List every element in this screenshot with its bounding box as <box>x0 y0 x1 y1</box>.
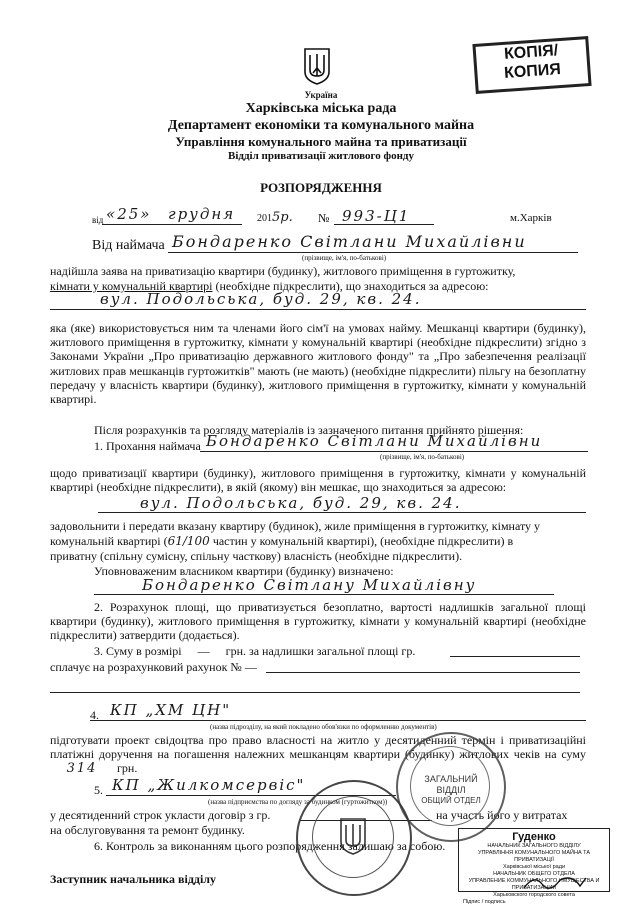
item2-paragraph: 2. Розрахунок площі, що приватизується безоплатно, вартості надлишків загальної площі квартири (будинку), житлового приміщення в гуртожитку, кімнати у комунальній квартирі (необхідне підкреслити) затвердити (додається). <box>50 600 586 643</box>
p1-line2: кімнати у комунальній квартирі (необхідне підкреслити), що знаходиться за адресою: <box>50 279 489 293</box>
copy-stamp-line1: КОПІЯ/ <box>503 42 559 63</box>
owner-label: Уповноваженим власником квартири (будинку) визначено: <box>94 564 394 578</box>
tenant-name: Бондаренко Світлани Михайлівни <box>172 232 527 251</box>
round-seal-center1: ЗАГАЛЬНИЙ <box>424 774 478 784</box>
item5-line2: на обслуговування та ремонт будинку. <box>50 823 245 837</box>
item6: 6. Контроль за виконанням цього розпорядження залишаю за собою. <box>94 839 446 853</box>
city-label: м.Харків <box>510 212 552 224</box>
item5-line1b: на участь його у витратах <box>436 808 568 822</box>
item4-number: 4. <box>90 708 99 722</box>
emblem-seal <box>296 780 412 896</box>
signature-title: Заступник начальника відділу <box>50 872 217 886</box>
signer-name: Гуденко <box>512 831 556 843</box>
item1-name: Бондаренко Світлани Михайлівни <box>206 432 543 450</box>
item1-p2-line1: задовольнити і передати вказану квартиру (будинок), жиле приміщення в гуртожитку, кімнату у <box>50 519 541 533</box>
handwritten-signature <box>520 870 590 894</box>
date-month: грудня <box>168 205 236 223</box>
item5-organization: КП „Жилкомсервіс" <box>112 776 306 794</box>
stamp-line6: Харьковского городского совета <box>493 892 575 898</box>
paragraph-2: яка (яке) використовується ним та членами його сім'ї на умовах найму. Мешканці квартири (будинку), житлового приміщення в гуртожитку, кімнати у комунальній квартирі (необхідне підкреслити) згідно з Законами України „Про приватизацію державного житлового фонду" та „Про забезпечення реалізації житлових прав мешканців гуртожитків" мають (не мають) (необхідне підкреслити) пільгу на безоплатну передачу у власність квартири (будинку), житлового приміщення в гуртожитку, кімнати у комунальній квартирі. <box>50 321 586 407</box>
item5-number: 5. <box>94 783 103 797</box>
header-directorate: Управління комунального майна та приватизації <box>175 134 467 149</box>
item1-p2-line3: приватну (спільну сумісну, спільну часткову) власність (необхідне підкреслити). <box>50 549 463 563</box>
item4-paragraph: підготувати проект свідоцтва про право власності на житло у десятиденний термін і приватизаційні платіжні доручення на погашення належних мешканцям квартири (будинку) житлових чеків на суму 314 грн. <box>50 733 586 777</box>
paragraph-3: Після розрахунків та розгляду матеріалів із зазначеного питання прийнято рішення: <box>94 423 524 437</box>
item3-line2: сплачує на розрахунковий рахунок № — <box>50 660 257 674</box>
stamp-line3: Харківської міської ради <box>502 864 566 870</box>
owner-name: Бондаренко Світлану Михайлівну <box>142 576 477 594</box>
copy-stamp-line2: КОПИЯ <box>503 61 562 82</box>
item4-organization: КП „ХМ ЦН" <box>110 701 232 719</box>
round-seal-center3: ОБЩИЙ ОТДЕЛ <box>421 796 481 805</box>
document-title: РОЗПОРЯДЖЕННЯ <box>260 180 382 195</box>
tenant-label: Від наймача <box>92 238 165 253</box>
item3-line1: 3. Суму в розмірі — грн. за надлишки загальної площі гр. <box>94 644 416 658</box>
stamp-line2: УПРАВЛІННЯ КОМУНАЛЬНОГО МАЙНА ТА ПРИВАТИЗАЦІЇ <box>477 850 591 863</box>
item5-line1: у десятиденний строк укласти договір з гр. <box>50 808 271 822</box>
round-seal-center2: ВІДДІЛ <box>436 785 466 795</box>
item5-hint: (назва підприємства по догляду за будинком (гуртожитком)) <box>208 798 388 806</box>
date-year: 2015р. <box>257 210 293 225</box>
copy-stamp <box>472 36 591 94</box>
address-2: вул. Подольська, буд. 29, кв. 24. <box>140 494 462 512</box>
header-council: Харківська міська рада <box>245 101 397 116</box>
p1-line1: надійшла заява на приватизацію квартири (будинку), житлового приміщення в гуртожитку, <box>50 264 516 278</box>
header-division: Відділ приватизації житлового фонду <box>227 150 414 162</box>
address: вул. Подольська, буд. 29, кв. 24. <box>100 290 422 308</box>
item1-hint: (прізвище, ім'я, по-батькові) <box>380 453 465 461</box>
header-country: Україна <box>304 90 338 100</box>
number-label: № <box>318 211 330 225</box>
trident-emblem-icon <box>302 46 332 86</box>
item1-p2-line2: комунальній квартирі (61/100 частин у комунальній квартирі), (необхідне підкреслити) в <box>50 534 514 548</box>
round-seal <box>396 732 506 842</box>
item1-paragraph: щодо приватизації квартири (будинку), житлового приміщення в гуртожитку, кімнати у комунальній квартирі (необхідне підкреслити), в якій (якому) він мешкає, що знаходиться за адресою: <box>50 466 586 495</box>
document-number: 993-Ц1 <box>342 207 411 225</box>
date-day: «25» <box>106 205 152 223</box>
header-department: Департамент економіки та комунального майна <box>167 118 475 133</box>
stamp-line1: НАЧАЛЬНИК ЗАГАЛЬНОГО ВІДДІЛУ <box>487 843 581 849</box>
date-from-label: від <box>92 215 104 225</box>
item4-hint: (назва підрозділу, на який покладено обов'язки по оформленню документів) <box>210 723 437 731</box>
seal-trident-icon <box>338 816 368 856</box>
stamp-line4: НАЧАЛЬНИК ОБЩЕГО ОТДЕЛА <box>493 871 575 877</box>
stamp-line7: Підпис / подпись <box>463 899 506 905</box>
tenant-hint: (прізвище, ім'я, по-батькові) <box>302 254 387 262</box>
stamp-line5: УПРАВЛЕНИЕ КОММУНАЛЬНОГО ИМУЩЕСТВА И ПРИВАТИЗАЦИИ <box>468 878 600 891</box>
item1-label: 1. Прохання наймача <box>94 439 201 453</box>
